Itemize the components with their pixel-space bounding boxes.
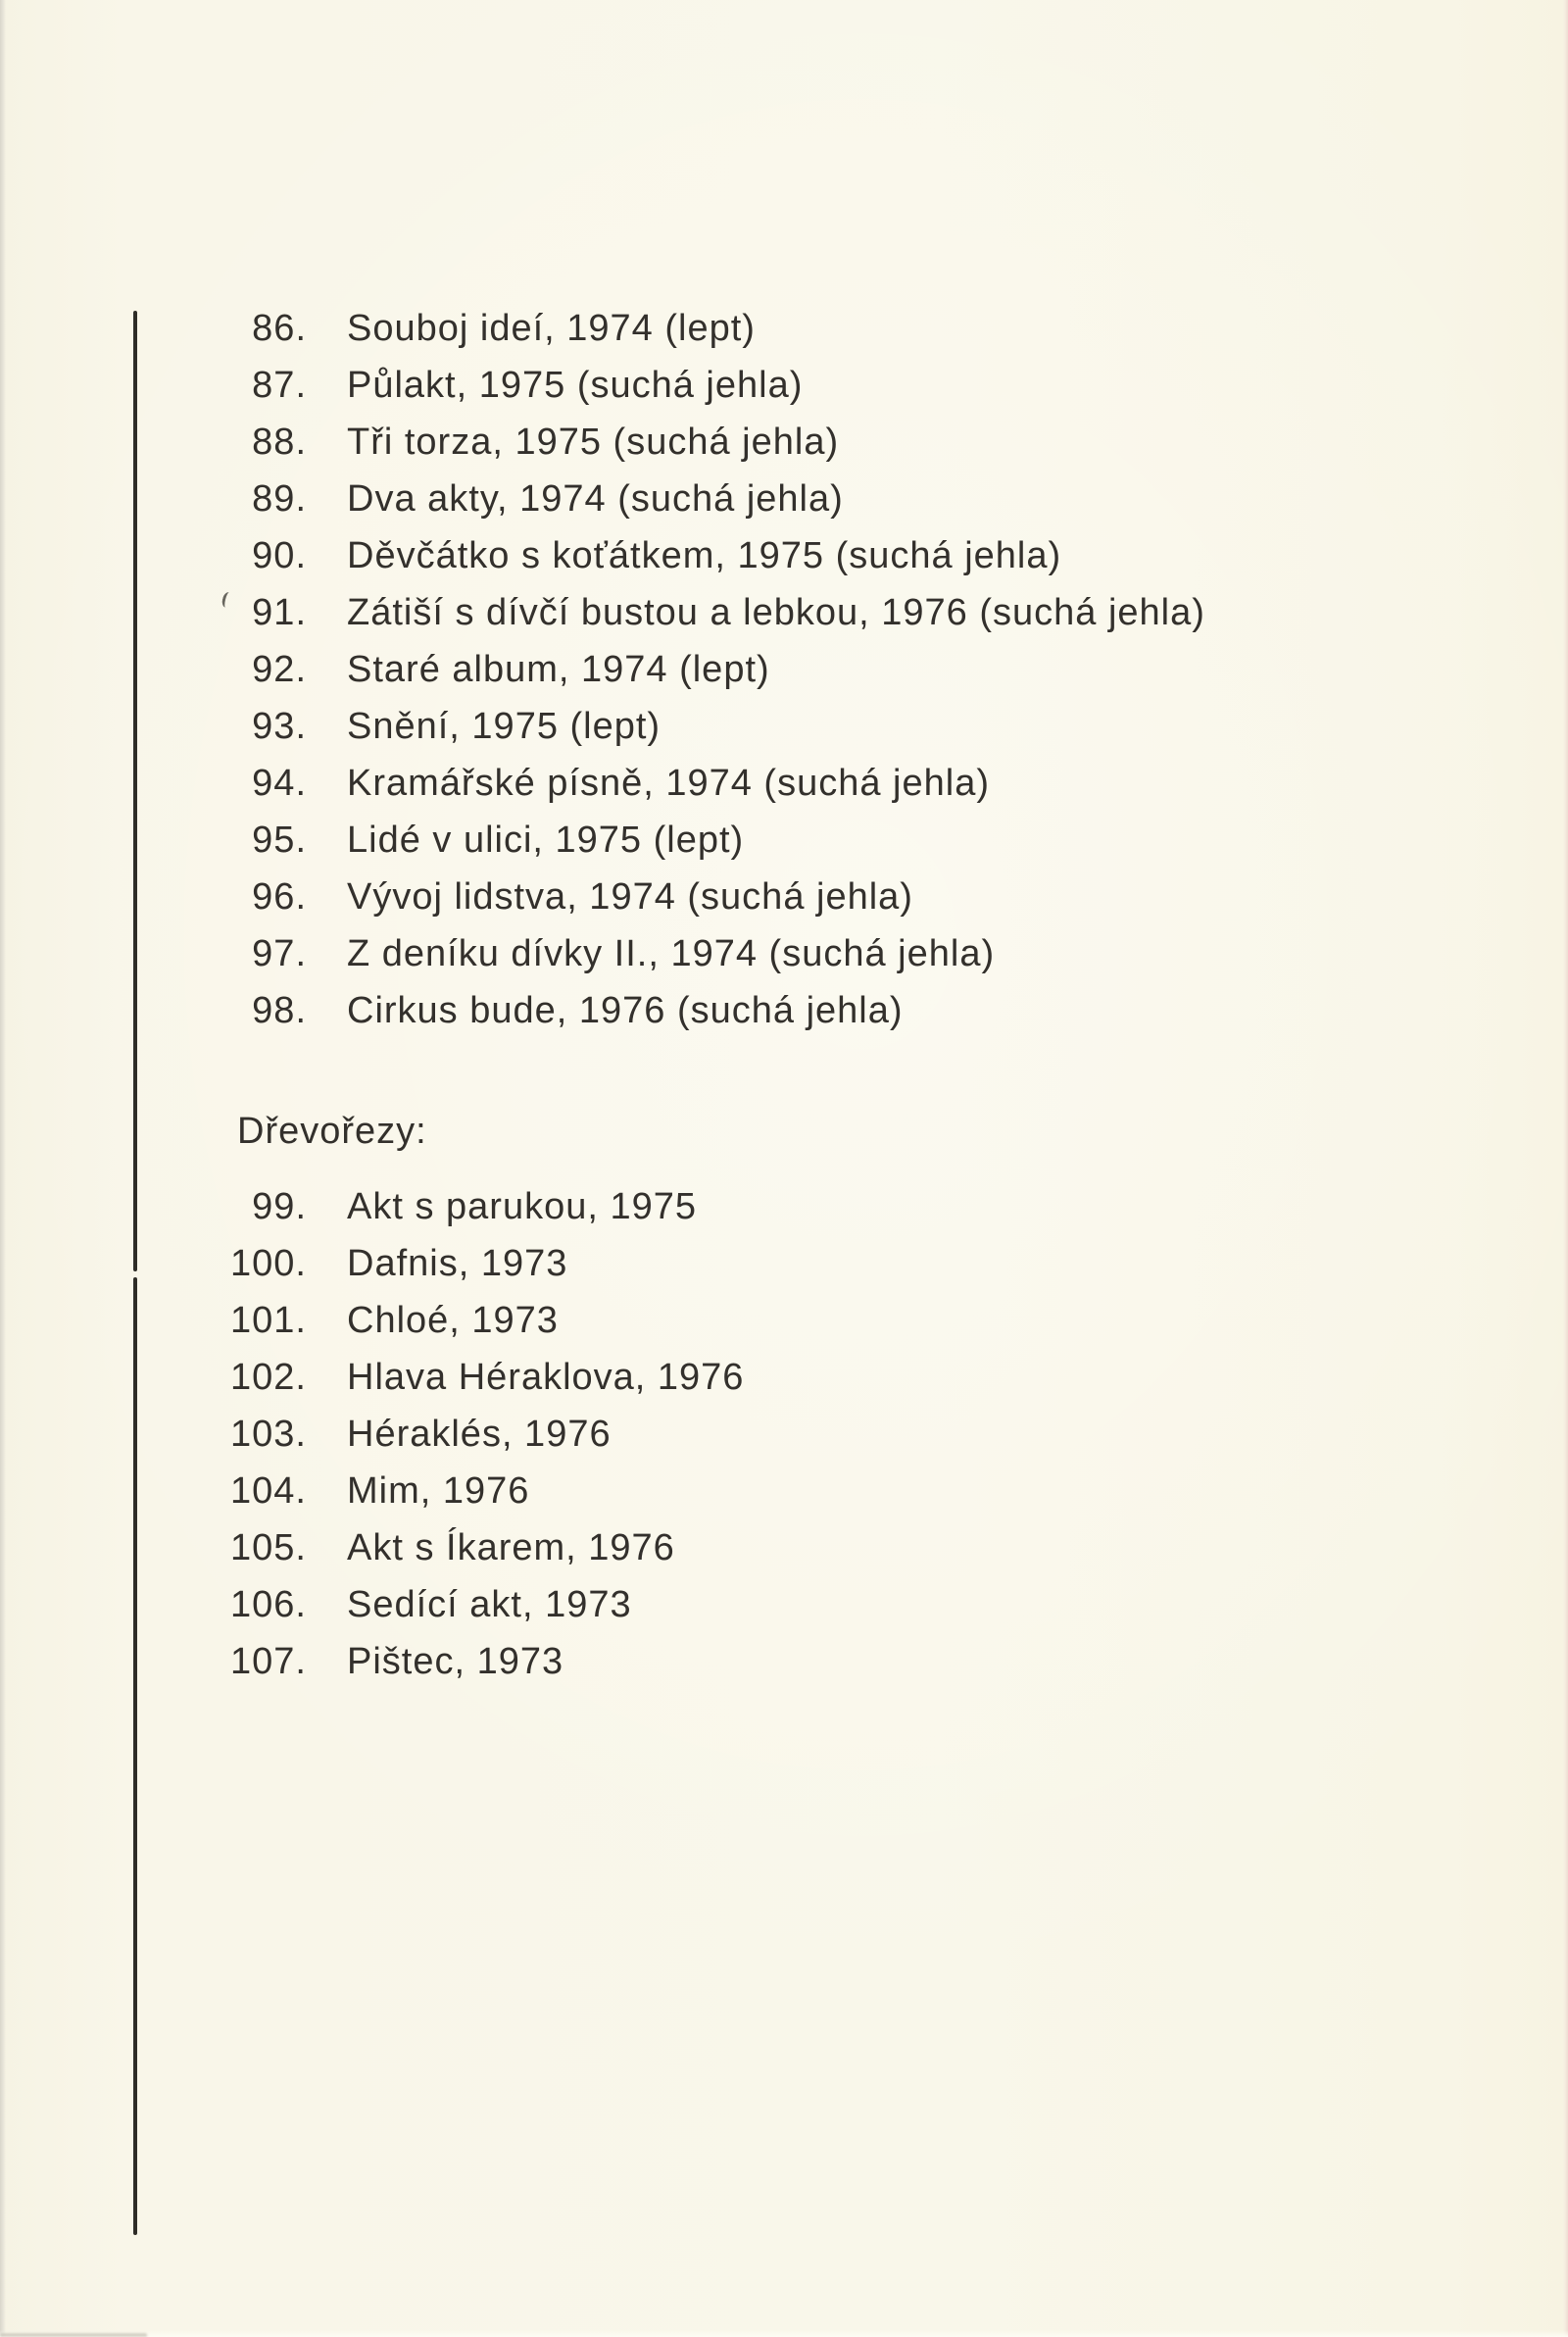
- entry-title: Chloé, 1973: [347, 1300, 559, 1341]
- entry-title: Staré album, 1974 (lept): [347, 649, 770, 690]
- catalog-entry: [194, 812, 1205, 869]
- catalog-entry: [194, 1463, 744, 1519]
- entry-number: 87.: [252, 365, 307, 406]
- catalog-entry: [194, 641, 1205, 698]
- entry-number: 88.: [252, 422, 307, 463]
- left-margin-rule-bottom: [133, 1277, 137, 2235]
- entry-number: 95.: [252, 820, 307, 861]
- entry-title: Pištec, 1973: [347, 1641, 564, 1682]
- catalog-entry: [194, 1349, 744, 1406]
- entry-number: 107.: [230, 1641, 307, 1682]
- entry-title: Děvčátko s koťátkem, 1975 (suchá jehla): [347, 535, 1062, 576]
- catalog-entry: [194, 357, 1205, 414]
- entry-number: 100.: [230, 1243, 307, 1284]
- catalog-entry: [194, 527, 1205, 584]
- entry-number: 96.: [252, 876, 307, 918]
- entry-number: 89.: [252, 478, 307, 520]
- catalog-entry: [194, 1576, 744, 1633]
- entry-title: Akt s Íkarem, 1976: [347, 1527, 675, 1568]
- entry-number: 106.: [230, 1584, 307, 1625]
- entry-title: Hlava Héraklova, 1976: [347, 1357, 745, 1398]
- entry-number: 98.: [252, 990, 307, 1031]
- entry-number: 101.: [230, 1300, 307, 1341]
- entry-number: 92.: [252, 649, 307, 690]
- entry-title: Tři torza, 1975 (suchá jehla): [347, 422, 840, 463]
- entry-title: Akt s parukou, 1975: [347, 1186, 697, 1227]
- catalog-entry: [194, 1235, 744, 1292]
- entry-title: Héraklés, 1976: [347, 1414, 612, 1455]
- catalog-entry: [194, 300, 1205, 357]
- catalog-entry: [194, 1406, 744, 1463]
- entry-number: 86.: [252, 308, 307, 349]
- entry-title: Kramářské písně, 1974 (suchá jehla): [347, 763, 990, 804]
- entry-title: Sedící akt, 1973: [347, 1584, 632, 1625]
- entry-number: 99.: [252, 1186, 307, 1227]
- catalog-list-grafika: [194, 300, 1205, 1039]
- catalog-entry: [194, 869, 1205, 925]
- entry-title: Mim, 1976: [347, 1470, 530, 1512]
- scan-edge-left: [0, 0, 6, 2337]
- scan-corner-smudge: [0, 2333, 147, 2337]
- entry-number: 105.: [230, 1527, 307, 1568]
- entry-number: 104.: [230, 1470, 307, 1512]
- entry-title: Zátiší s dívčí bustou a lebkou, 1976 (suchá jehla): [347, 592, 1205, 633]
- catalog-entry: [194, 755, 1205, 812]
- scan-edge-right: [1563, 0, 1568, 2337]
- catalog-entry: [194, 982, 1205, 1039]
- catalog-entry: [194, 414, 1205, 471]
- entry-number: 93.: [252, 706, 307, 747]
- entry-title: Souboj ideí, 1974 (lept): [347, 308, 756, 349]
- catalog-entry: [194, 1292, 744, 1349]
- entry-number: 103.: [230, 1414, 307, 1455]
- catalog-entry: [194, 1519, 744, 1576]
- entry-title: Lidé v ulici, 1975 (lept): [347, 820, 745, 861]
- scan-edge-bottom: [0, 2330, 1568, 2337]
- entry-number: 90.: [252, 535, 307, 576]
- entry-title: Vývoj lidstva, 1974 (suchá jehla): [347, 876, 913, 918]
- left-margin-rule-top: [133, 311, 137, 1271]
- entry-number: 94.: [252, 763, 307, 804]
- entry-title: Z deníku dívky II., 1974 (suchá jehla): [347, 933, 996, 974]
- catalog-entry: [194, 698, 1205, 755]
- entry-title: Půlakt, 1975 (suchá jehla): [347, 365, 804, 406]
- catalog-entry: [194, 584, 1205, 641]
- catalog-entry: [194, 1633, 744, 1690]
- catalog-list-drevorezy: [194, 1178, 744, 1690]
- entry-number: 102.: [230, 1357, 307, 1398]
- entry-number: 91.: [252, 592, 307, 633]
- catalog-entry: [194, 925, 1205, 982]
- entry-number: 97.: [252, 933, 307, 974]
- catalog-entry: [194, 471, 1205, 527]
- entry-title: Cirkus bude, 1976 (suchá jehla): [347, 990, 904, 1031]
- entry-title: Dva akty, 1974 (suchá jehla): [347, 478, 844, 520]
- catalog-entry: [194, 1178, 744, 1235]
- section-heading-drevorezy: Dřevořezy:: [237, 1111, 427, 1152]
- entry-title: Dafnis, 1973: [347, 1243, 568, 1284]
- entry-title: Snění, 1975 (lept): [347, 706, 662, 747]
